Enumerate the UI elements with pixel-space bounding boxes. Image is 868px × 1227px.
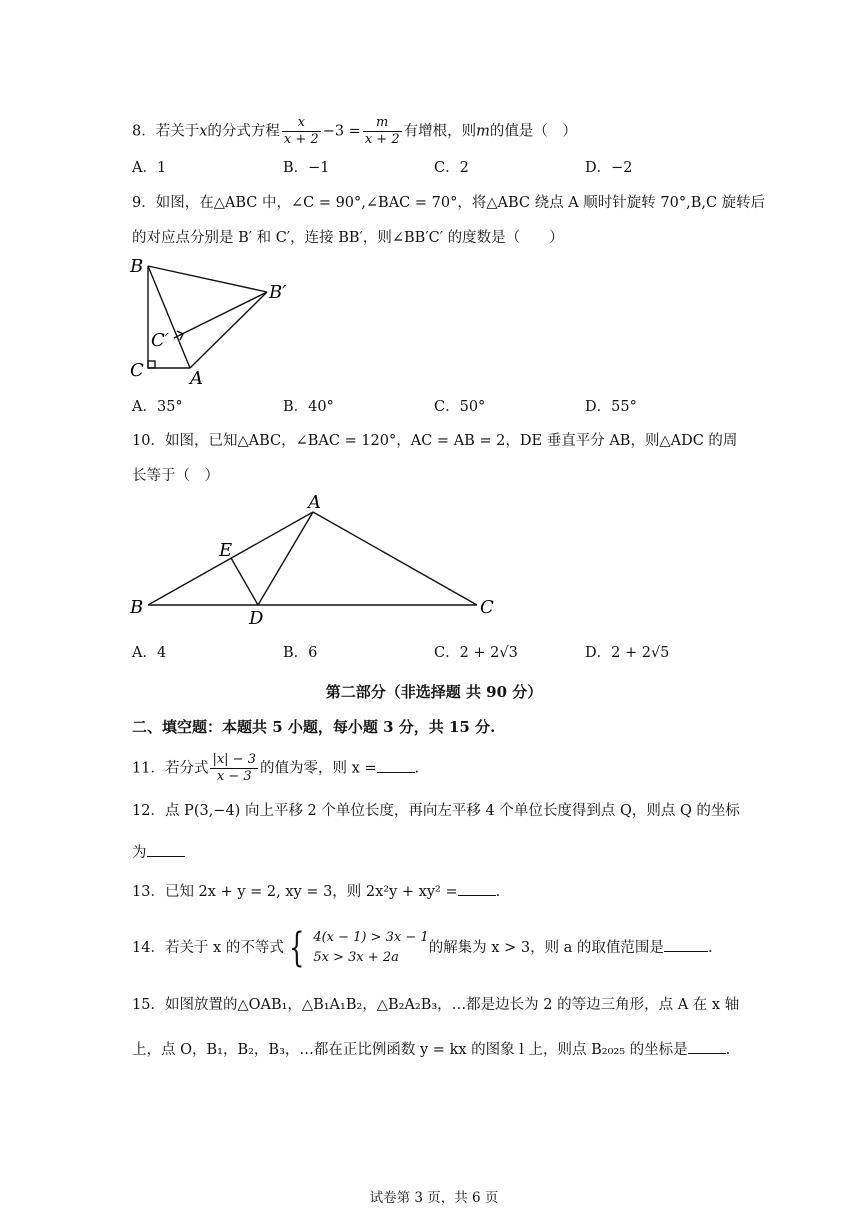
q9-figure bbox=[126, 252, 296, 388]
q10-figure bbox=[126, 490, 506, 630]
q14-suffix: 的解集为 x > 3，则 a 的取值范围是 bbox=[428, 940, 664, 956]
q15-line-2 bbox=[132, 1040, 730, 1060]
q12-answer-blank[interactable] bbox=[147, 844, 185, 857]
q9-label-b: B bbox=[130, 256, 144, 277]
q11-frac-denominator: x − 3 bbox=[216, 769, 252, 784]
q8-var-m: m bbox=[476, 123, 490, 140]
q10-label-b: B bbox=[130, 597, 144, 618]
q9-edge-bbprime bbox=[148, 266, 267, 292]
question-14 bbox=[132, 926, 713, 970]
q9-edge-bprime-a bbox=[190, 292, 267, 368]
q9-label-c: C bbox=[130, 360, 144, 381]
q14-inequality-1: 4(x − 1) > 3x − 1 bbox=[313, 930, 429, 945]
q8-mid: 的分式方程 bbox=[207, 123, 280, 140]
q11-end: . bbox=[414, 760, 420, 777]
q9-option-b: B．40° bbox=[283, 399, 334, 415]
q10-line-1: 10．如图，已知△ABC，∠BAC = 120°，AC = AB = 2，DE 垂直平分 AB，则△ADC 的周 bbox=[132, 433, 738, 449]
q8-option-c: C．2 bbox=[434, 160, 469, 176]
q8-prefix: 8．若关于 bbox=[132, 123, 200, 140]
section2-title: 二、填空题：本题共 5 小题，每小题 3 分，共 15 分. bbox=[132, 718, 496, 736]
q11-fraction bbox=[210, 752, 258, 785]
q9-label-bprime: B′ bbox=[269, 282, 287, 303]
q12-line-1: 12．点 P(3,−4) 向上平移 2 个单位长度，再向左平移 4 个单位长度得到点 Q，则点 Q 的坐标 bbox=[132, 803, 740, 819]
q15-line2-text: 上，点 O，B₁，B₂，B₃，…都在正比例函数 y = kx 的图象 l 上，则点 B₂₀₂₅ 的坐标是 bbox=[132, 1042, 688, 1058]
q15-answer-blank[interactable] bbox=[688, 1041, 726, 1054]
q10-option-c: C．2 + 2√3 bbox=[434, 645, 518, 661]
q11-suffix: 的值为零，则 x = bbox=[259, 760, 377, 777]
q9-line-2: 的对应点分别是 B′ 和 C′，连接 BB′，则∠BB′C′ 的度数是（ ） bbox=[132, 230, 564, 246]
q14-prefix: 14．若关于 x 的不等式 bbox=[132, 940, 284, 956]
q9-line-1: 9．如图，在△ABC 中，∠C = 90°,∠BAC = 70°，将△ABC 绕点 A 顺时针旋转 70°,B,C 旋转后 bbox=[132, 195, 766, 211]
q14-end: . bbox=[707, 940, 713, 956]
q9-label-cprime: C′ bbox=[151, 330, 169, 351]
q13-end: . bbox=[495, 884, 501, 900]
q9-option-a: A．35° bbox=[132, 399, 183, 415]
q8-frac1-denominator: x + 2 bbox=[283, 132, 319, 147]
q10-label-d: D bbox=[249, 608, 264, 629]
q10-option-b: B．6 bbox=[283, 645, 318, 661]
q10-edge-ac bbox=[313, 512, 477, 605]
q12-line2-prefix: 为 bbox=[132, 845, 147, 861]
q10-edge-ad bbox=[258, 512, 313, 605]
q8-suffix-a: 有增根，则 bbox=[403, 123, 477, 140]
q14-answer-blank[interactable] bbox=[664, 939, 708, 952]
q10-label-a: A bbox=[308, 492, 321, 513]
q8-option-d: D．−2 bbox=[585, 160, 633, 176]
q10-edge-ed bbox=[231, 558, 258, 605]
q10-line-2: 长等于（ ） bbox=[132, 468, 219, 484]
q11-frac-numerator: |x| − 3 bbox=[212, 752, 256, 767]
q10-option-d: D．2 + 2√5 bbox=[585, 645, 670, 661]
q9-edge-bprime-cprime bbox=[174, 292, 267, 338]
q9-option-c: C．50° bbox=[434, 399, 486, 415]
q9-label-a: A bbox=[190, 368, 203, 388]
q8-frac2-numerator: m bbox=[363, 115, 402, 132]
page-footer: 试卷第 3 页，共 6 页 bbox=[369, 1190, 499, 1206]
question-11 bbox=[132, 752, 419, 785]
q9-option-d: D．55° bbox=[585, 399, 637, 415]
q8-fraction-1 bbox=[282, 115, 321, 148]
q11-answer-blank[interactable] bbox=[377, 760, 415, 773]
part2-title: 第二部分（非选择题 共 90 分） bbox=[325, 683, 543, 701]
q13-answer-blank[interactable] bbox=[458, 883, 496, 896]
q11-prefix: 11．若分式 bbox=[132, 760, 209, 777]
q8-minus3eq: −3 = bbox=[322, 123, 361, 140]
q8-suffix-b: 的值是（ ） bbox=[489, 123, 577, 140]
q8-fraction-2 bbox=[363, 115, 402, 148]
q10-label-e: E bbox=[219, 540, 233, 561]
q9-right-angle-c bbox=[148, 361, 155, 368]
q8-var-x: x bbox=[199, 123, 208, 140]
q15-line-1: 15．如图放置的△OAB₁，△B₁A₁B₂，△B₂A₂B₃，…都是边长为 2 的等边三角形，点 A 在 x 轴 bbox=[132, 997, 740, 1013]
q14-brace: { bbox=[288, 925, 305, 971]
q8-option-a: A．1 bbox=[132, 160, 167, 176]
q10-label-c: C bbox=[480, 597, 494, 618]
q15-end: . bbox=[725, 1042, 731, 1058]
q8-frac2-denominator: x + 2 bbox=[364, 132, 400, 147]
question-13 bbox=[132, 882, 500, 902]
q14-inequality-system bbox=[309, 928, 428, 968]
q10-option-a: A．4 bbox=[132, 645, 167, 661]
q8-option-b: B．−1 bbox=[283, 160, 330, 176]
q8-frac1-numerator: x bbox=[282, 115, 321, 132]
q13-text: 13．已知 2x + y = 2, xy = 3，则 2x²y + xy² = bbox=[132, 884, 458, 900]
q9-edge-ba bbox=[148, 266, 190, 368]
question-8 bbox=[132, 115, 577, 148]
q14-inequality-2: 5x > 3x + 2a bbox=[313, 950, 399, 965]
q12-line-2 bbox=[132, 843, 185, 863]
